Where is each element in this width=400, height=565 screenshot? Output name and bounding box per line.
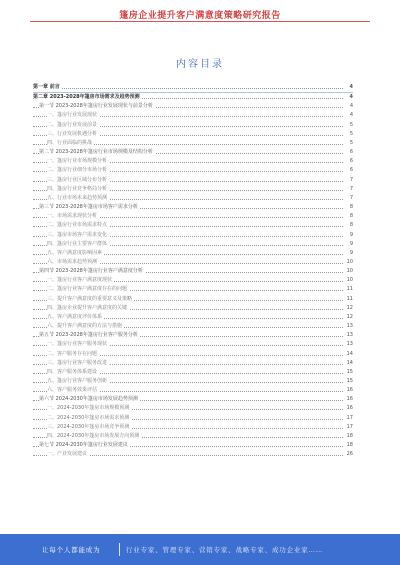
toc-entry-title: 六、提升客户满意度的方法与措施 <box>47 322 124 331</box>
toc-entry-title: 第二节 2023-2028年篷房行业市场规模及结构分析 <box>39 148 155 157</box>
toc-entry[interactable] <box>33 313 353 322</box>
footer-divider <box>119 543 120 556</box>
toc-entry[interactable] <box>33 368 353 377</box>
toc-entry[interactable] <box>33 249 353 258</box>
toc-entry[interactable] <box>33 240 353 249</box>
toc-entry-page: 8 <box>344 212 353 221</box>
toc-entry[interactable] <box>33 92 353 102</box>
header-rule <box>30 21 370 22</box>
toc-entry[interactable] <box>33 450 353 459</box>
toc-entry-page: 12 <box>344 304 353 313</box>
toc-entry[interactable] <box>33 414 353 423</box>
footer-banner <box>0 534 400 565</box>
toc-entry-page: 9 <box>344 231 353 240</box>
toc-entry[interactable] <box>33 83 353 92</box>
toc-entry[interactable] <box>33 212 353 221</box>
report-header-title: 篷房企业提升客户满意度策略研究报告 <box>119 11 281 21</box>
toc-entry[interactable] <box>33 166 353 175</box>
toc-entry-title: 第七节 2024-2030年篷房行业发展建议 <box>39 441 130 450</box>
toc-entry[interactable] <box>33 322 353 331</box>
toc-entry[interactable] <box>33 258 353 267</box>
toc-entry[interactable] <box>33 404 353 413</box>
toc-entry-title: 四、篷房行业竞争格局分析 <box>47 185 109 194</box>
toc-entry-title: 第三节 2023-2028年篷房市场客户需求分析 <box>39 203 140 212</box>
toc-entry[interactable] <box>33 377 353 386</box>
toc-entry-title: 二、篷房行业客户满意度存在的问题 <box>47 285 129 294</box>
toc-entry-title: 三、篷房行业区域分布分析 <box>47 176 109 185</box>
toc-entry-page: 15 <box>344 368 353 377</box>
toc-entry-page: 6 <box>344 148 353 157</box>
toc-entry-page: 8 <box>344 221 353 230</box>
toc-entry[interactable] <box>33 386 353 395</box>
toc-entry[interactable] <box>33 432 353 441</box>
toc-entry-page: 5 <box>344 139 353 148</box>
toc-entry[interactable] <box>33 285 353 294</box>
toc-entry-title: 三、篷房行业客户服务改进 <box>47 359 109 368</box>
toc-entry-page: 15 <box>344 377 353 386</box>
toc-entry-title: 三、行业发展机遇分析 <box>47 130 99 139</box>
toc-entry-title: 六、市场需求趋势预测 <box>47 258 99 267</box>
toc-entry[interactable] <box>33 340 353 349</box>
toc-entry[interactable] <box>33 221 353 230</box>
toc-entry-title: 五、客户满意度影响因素 <box>47 249 104 258</box>
toc-entry[interactable] <box>33 267 353 276</box>
toc-entry-title: 四、2024-2030年篷房市场发展方向预测 <box>47 432 141 441</box>
toc-entry-page: 6 <box>344 166 353 175</box>
toc-entry-page: 11 <box>344 285 353 294</box>
toc-entry-title: 四、行业面临的挑战 <box>47 139 94 148</box>
toc-entry-title: 第一章 前言 <box>33 83 62 92</box>
toc-entry[interactable] <box>33 139 353 148</box>
toc-entry-page: 13 <box>344 340 353 349</box>
toc-entry-title: 二、篷房行业发展前景 <box>47 121 99 130</box>
toc-entry-title: 一、篷房行业市场规模分析 <box>47 157 109 166</box>
toc-entry-title: 一、市场需求现状分析 <box>47 212 99 221</box>
toc-entry-page: 14 <box>344 350 353 359</box>
toc-entry-title: 一、产业发展建议 <box>47 450 89 459</box>
toc-entry-page: 16 <box>344 386 353 395</box>
toc-entry[interactable] <box>33 157 353 166</box>
table-of-contents <box>33 83 353 459</box>
toc-entry[interactable] <box>33 176 353 185</box>
toc-entry-title: 三、2024-2030年篷房市场竞争预测 <box>47 423 131 432</box>
toc-entry[interactable] <box>33 295 353 304</box>
toc-entry-page: 13 <box>344 322 353 331</box>
toc-entry[interactable] <box>33 350 353 359</box>
toc-entry-title: 四、篷房行业主要客户群体 <box>47 240 109 249</box>
toc-entry-page: 4 <box>344 111 353 120</box>
toc-entry-title: 五、篷房行业客户服务创新 <box>47 377 109 386</box>
toc-entry-title: 第六节 2024-2030年篷房市场发展趋势预测 <box>39 395 140 404</box>
toc-entry-page: 18 <box>344 432 353 441</box>
toc-entry-page: 13 <box>344 331 353 340</box>
toc-title: 内容目录 <box>176 59 224 70</box>
toc-entry-page: 17 <box>344 423 353 432</box>
toc-entry-title: 第五节 2023-2028年篷房行业客户服务分析 <box>39 331 140 340</box>
toc-entry-page: 11 <box>344 295 353 304</box>
toc-entry-title: 第四节 2023-2028年篷房行业客户满意度分析 <box>39 267 145 276</box>
toc-entry-page: 17 <box>344 414 353 423</box>
toc-entry-title: 二、篷房行业细分市场分析 <box>47 166 109 175</box>
toc-entry-page: 5 <box>344 130 353 139</box>
toc-entry-page: 12 <box>344 313 353 322</box>
toc-entry-page: 14 <box>344 359 353 368</box>
toc-entry-title: 一、篷房行业客户服务现状 <box>47 340 109 349</box>
toc-leader-dots <box>33 88 343 89</box>
toc-entry[interactable] <box>33 423 353 432</box>
toc-entry[interactable] <box>33 395 353 404</box>
toc-entry[interactable] <box>33 148 353 157</box>
toc-entry-page: 4 <box>344 93 353 102</box>
toc-entry-title: 第二章 2023-2028年篷房市场需求及趋势预测 <box>33 93 142 102</box>
toc-entry-page: 9 <box>344 249 353 258</box>
toc-entry[interactable] <box>33 231 353 240</box>
toc-entry-page: 6 <box>344 157 353 166</box>
toc-entry[interactable] <box>33 130 353 139</box>
toc-entry-page: 26 <box>344 450 353 459</box>
toc-entry[interactable] <box>33 121 353 130</box>
toc-entry-title: 四、客户服务体系建设 <box>47 368 99 377</box>
toc-entry-title: 三、篷房市场客户需求变化 <box>47 231 109 240</box>
toc-entry[interactable] <box>33 441 353 450</box>
toc-entry-page: 7 <box>344 185 353 194</box>
toc-entry-title: 一、篷房行业客户满意度现状 <box>47 276 114 285</box>
toc-entry-page: 9 <box>344 240 353 249</box>
toc-entry-title: 三、提升客户满意度的重要意义及策略 <box>47 295 134 304</box>
toc-entry-title: 第一节 2023-2028年篷房行业发展现状与前景分析 <box>39 102 155 111</box>
toc-entry-title: 五、客户满意度评价体系 <box>47 313 104 322</box>
toc-entry[interactable] <box>33 331 353 340</box>
toc-entry-title: 二、2024-2030年篷房市场需求预测 <box>47 414 131 423</box>
toc-entry-title: 一、2024-2030年篷房市场规模预测 <box>47 404 131 413</box>
toc-entry-page: 16 <box>344 395 353 404</box>
toc-entry-page: 10 <box>344 258 353 267</box>
toc-entry-title: 二、客户服务存在问题 <box>47 350 99 359</box>
footer-slogan-right: 行业专家、管理专家、营销专家、战略专家、成功企业家…… <box>126 546 324 554</box>
toc-entry[interactable] <box>33 102 353 111</box>
toc-entry-title: 五、行业市场未来趋势预测 <box>47 194 109 203</box>
toc-entry-page: 10 <box>344 276 353 285</box>
toc-entry-page: 5 <box>344 121 353 130</box>
toc-entry[interactable] <box>33 185 353 194</box>
toc-entry[interactable] <box>33 276 353 285</box>
toc-entry-page: 8 <box>344 203 353 212</box>
toc-entry[interactable] <box>33 194 353 203</box>
toc-entry-title: 四、篷房企业提升客户满意度的关键 <box>47 304 129 313</box>
toc-entry-title: 一、篷房行业发展现状 <box>47 111 99 120</box>
toc-entry[interactable] <box>33 304 353 313</box>
toc-entry-page: 10 <box>344 267 353 276</box>
footer-slogan-left: 让每个人都能成为 <box>42 546 101 554</box>
toc-entry-page: 4 <box>344 102 353 111</box>
toc-entry[interactable] <box>33 111 353 120</box>
toc-entry-page: 7 <box>344 194 353 203</box>
toc-entry[interactable] <box>33 359 353 368</box>
toc-entry-page: 18 <box>344 441 353 450</box>
toc-entry-page: 7 <box>344 176 353 185</box>
toc-entry[interactable] <box>33 203 353 212</box>
toc-entry-title: 二、篷房行业市场需求特点 <box>47 221 109 230</box>
toc-entry-page: 16 <box>344 404 353 413</box>
toc-entry-page: 4 <box>344 83 353 92</box>
toc-entry-title: 六、客户服务效果评估 <box>47 386 99 395</box>
